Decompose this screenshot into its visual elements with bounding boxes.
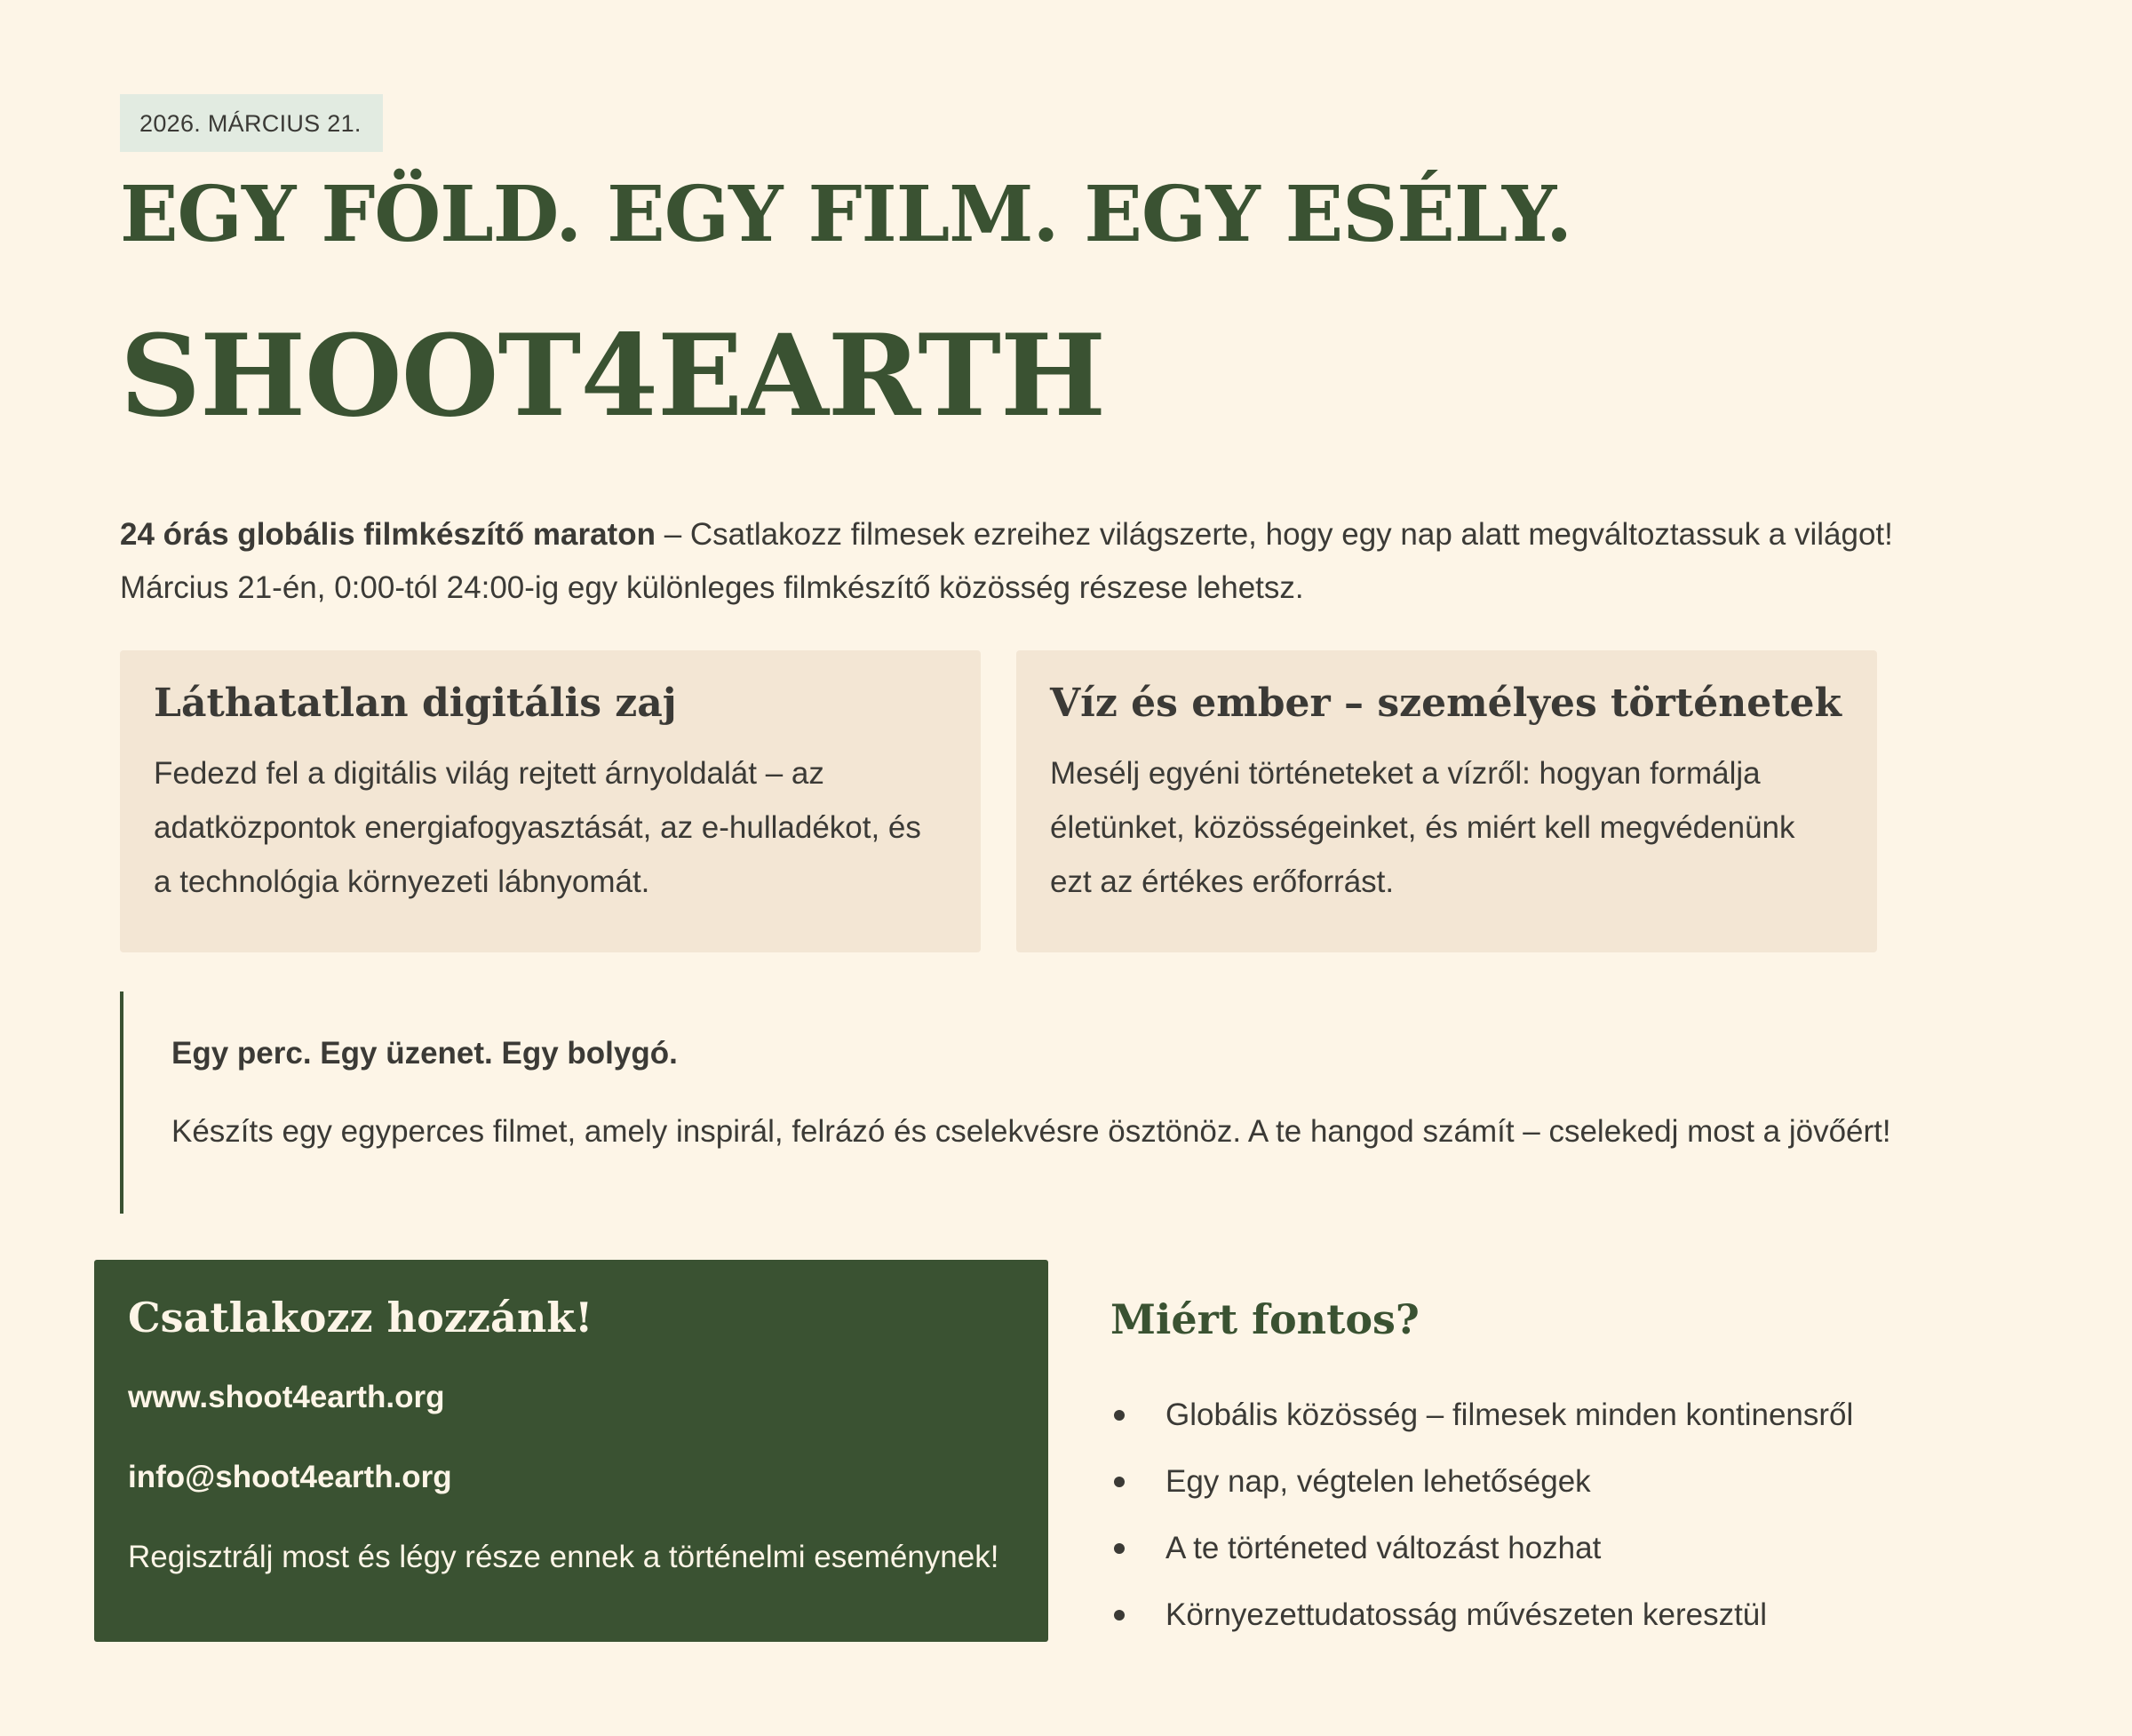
topic-card [120,650,981,952]
topic-card-text: Mesélj egyéni történeteket a vízről: hogyan formálja életünket, közösségeinket, és miért kell megvédenünk ezt az értékes erőforrást. [1050,756,1795,900]
list-item [1110,1515,1853,1581]
intro-line-2: Március 21-én, 0:00-tól 24:00-ig egy különleges filmkészítő közösség részese lehetsz. [120,569,1304,605]
list-item [1110,1448,1853,1515]
list-item [1110,1581,1853,1648]
quote-block [120,991,2012,1214]
date-badge: 2026. MÁRCIUS 21. [120,94,383,152]
intro-paragraph [120,508,2012,615]
topic-cards [120,650,2012,952]
join-title: Csatlakozz hozzánk! [128,1294,593,1342]
bullet-icon [1114,1410,1125,1421]
tagline: EGY FÖLD. EGY FILM. EGY ESÉLY. [120,170,1572,259]
join-cta: Regisztrálj most és légy része ennek a történelmi eseménynek! [128,1540,999,1575]
why-section [1110,1260,1853,1648]
quote-title: Egy perc. Egy üzenet. Egy bolygó. [171,1035,678,1071]
page-content [120,94,2012,1214]
bullet-icon [1114,1543,1125,1554]
join-box [94,1260,1048,1642]
website-link[interactable]: www.shoot4earth.org [128,1380,445,1415]
email-link[interactable]: info@shoot4earth.org [128,1460,452,1495]
why-list [1110,1382,1853,1648]
list-item-label: Környezettudatosság művészeten keresztül [1165,1597,1768,1632]
why-title: Miért fontos? [1110,1295,1420,1343]
intro-highlight: 24 órás globális filmkészítő maraton [120,516,656,552]
list-item-label: Egy nap, végtelen lehetőségek [1165,1463,1591,1499]
quote-text: Készíts egy egyperces filmet, amely inspirál, felrázó és cselekvésre ösztönöz. A te hangod számít – cselekedj most a jövőért! [171,1113,1891,1149]
topic-card-text: Fedezd fel a digitális világ rejtett árnyoldalát – az adatközpontok energiafogyasztását, az e-hulladékot, és a technológia környezeti lábnyomát. [154,756,921,900]
topic-card-title: Víz és ember – személyes történetek [1050,680,1842,726]
list-item [1110,1382,1853,1448]
list-item-label: Globális közösség – filmesek minden kontinensről [1165,1397,1854,1432]
topic-card-title: Láthatatlan digitális zaj [154,680,677,726]
intro-line-1 [120,508,2012,561]
brand-title: SHOOT4EARTH [120,309,1106,442]
list-item-label: A te történeted változást hozhat [1165,1530,1602,1565]
bullet-icon [1114,1477,1125,1487]
intro-rest: – Csatlakozz filmesek ezreihez világszerte, hogy egy nap alatt megváltoztassuk a világot! [655,516,1893,552]
bottom-section [94,1260,2013,1648]
bullet-icon [1114,1610,1125,1621]
topic-card [1016,650,1877,952]
